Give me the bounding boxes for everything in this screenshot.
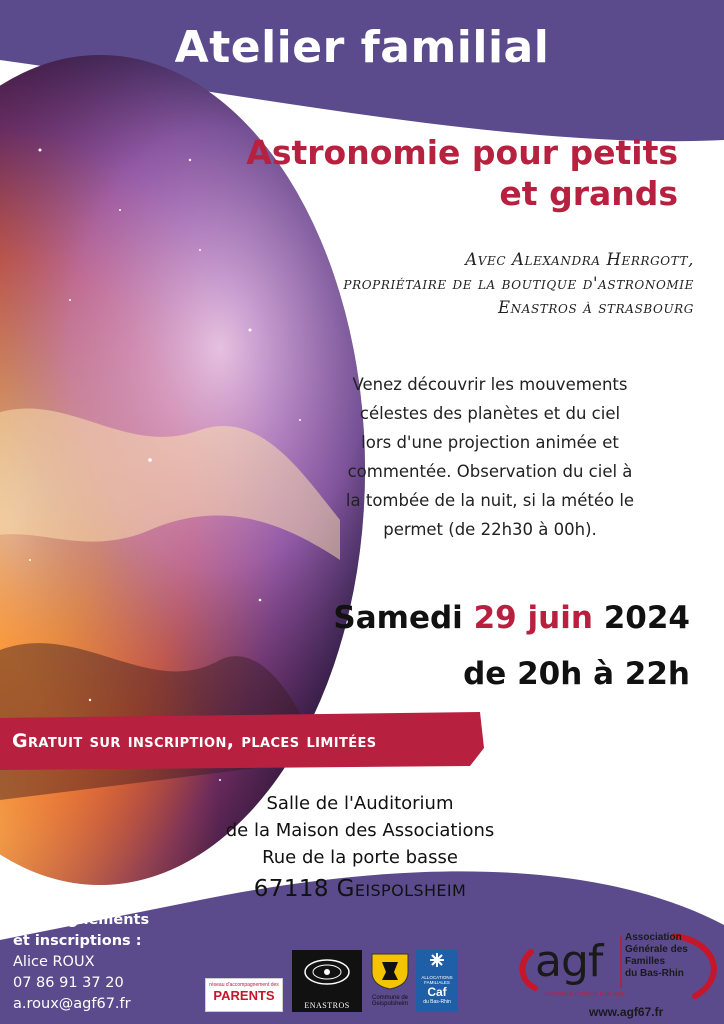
speaker-line: propriétaire de la boutique d'astronomie (343, 274, 694, 293)
agf-logo-area (505, 918, 724, 1024)
subtitle-line: et grands (499, 174, 678, 213)
agf-name-line: Générale des (625, 944, 688, 955)
venue-line: de la Maison des Associations (225, 820, 495, 841)
agf-name-line: Association (625, 932, 682, 943)
description-line: célestes des planètes et du ciel (359, 404, 621, 423)
contact-email[interactable]: a.roux@agf67.fr (13, 996, 131, 1012)
contact-label: et inscriptions : (13, 933, 142, 949)
contact-label: Renseignements (13, 912, 150, 928)
caf-snowflake-icon (416, 950, 458, 970)
date-day: Samedi (333, 600, 463, 636)
commune-crest-icon (368, 952, 412, 990)
caf-logo-line: Caf (427, 985, 447, 999)
parents-logo (205, 978, 283, 1012)
venue-line: Salle de l'Auditorium (266, 793, 454, 814)
caf-logo-line: ALLOCATIONS (421, 975, 453, 980)
commune-logo (368, 952, 412, 1012)
description-line: permet (de 22h30 à 00h). (383, 520, 597, 539)
contact-phone[interactable]: 07 86 91 37 20 (13, 975, 124, 991)
caf-logo-line: FAMILIALES (424, 980, 450, 985)
page-title: Atelier familial (174, 22, 550, 73)
subtitle (238, 132, 678, 214)
speaker-line: Avec Alexandra Herrgott, (465, 250, 694, 269)
date-year: 2024 (603, 600, 690, 636)
agf-name-line: Familles (625, 956, 666, 967)
parents-logo-top: réseau d'accompagnement des (209, 982, 279, 988)
date-date: 29 juin (473, 600, 593, 636)
speaker-info (284, 248, 694, 320)
agf-name-line: du Bas-Rhin (625, 968, 684, 979)
venue-city: 67118 Geispolsheim (253, 876, 467, 902)
agf-logo-text: agf (535, 936, 603, 987)
venue (200, 790, 520, 907)
speaker-line: Enastros à strasbourg (497, 298, 694, 317)
description (340, 370, 640, 544)
commune-logo-line: Geispolsheim (371, 1001, 409, 1007)
parents-logo-main: PARENTS (213, 988, 275, 1003)
description-line: la tombée de la nuit, si la météo le (345, 491, 635, 510)
date-line (300, 590, 690, 646)
event-hours: de 20h à 22h (463, 656, 690, 692)
enastros-logo-text: ENASTROS (304, 1001, 350, 1010)
agf-association-name (625, 932, 688, 980)
contact-info (13, 910, 149, 1015)
caf-logo (416, 950, 458, 1012)
agf-tagline: RECONNUE D'UTILITÉ PUBLIQUE (545, 992, 625, 998)
contact-name: Alice ROUX (13, 954, 95, 970)
agf-website-link[interactable]: www.agf67.fr (589, 1005, 664, 1019)
caf-logo-line: du Bas-Rhin (423, 999, 451, 1005)
venue-line: Rue de la porte basse (262, 847, 458, 868)
description-line: lors d'une projection animée et (361, 433, 619, 452)
subtitle-line: Astronomie pour petits (246, 133, 678, 172)
enastros-logo (292, 950, 362, 1012)
description-line: commentée. Observation du ciel à (347, 462, 633, 481)
enastros-emblem-icon (292, 950, 362, 996)
commune-logo-line: Commune de (371, 995, 409, 1001)
description-line: Venez découvrir les mouvements (352, 375, 628, 394)
free-registration-banner: Gratuit sur inscription, places limitées (12, 730, 377, 752)
event-date (300, 590, 690, 702)
